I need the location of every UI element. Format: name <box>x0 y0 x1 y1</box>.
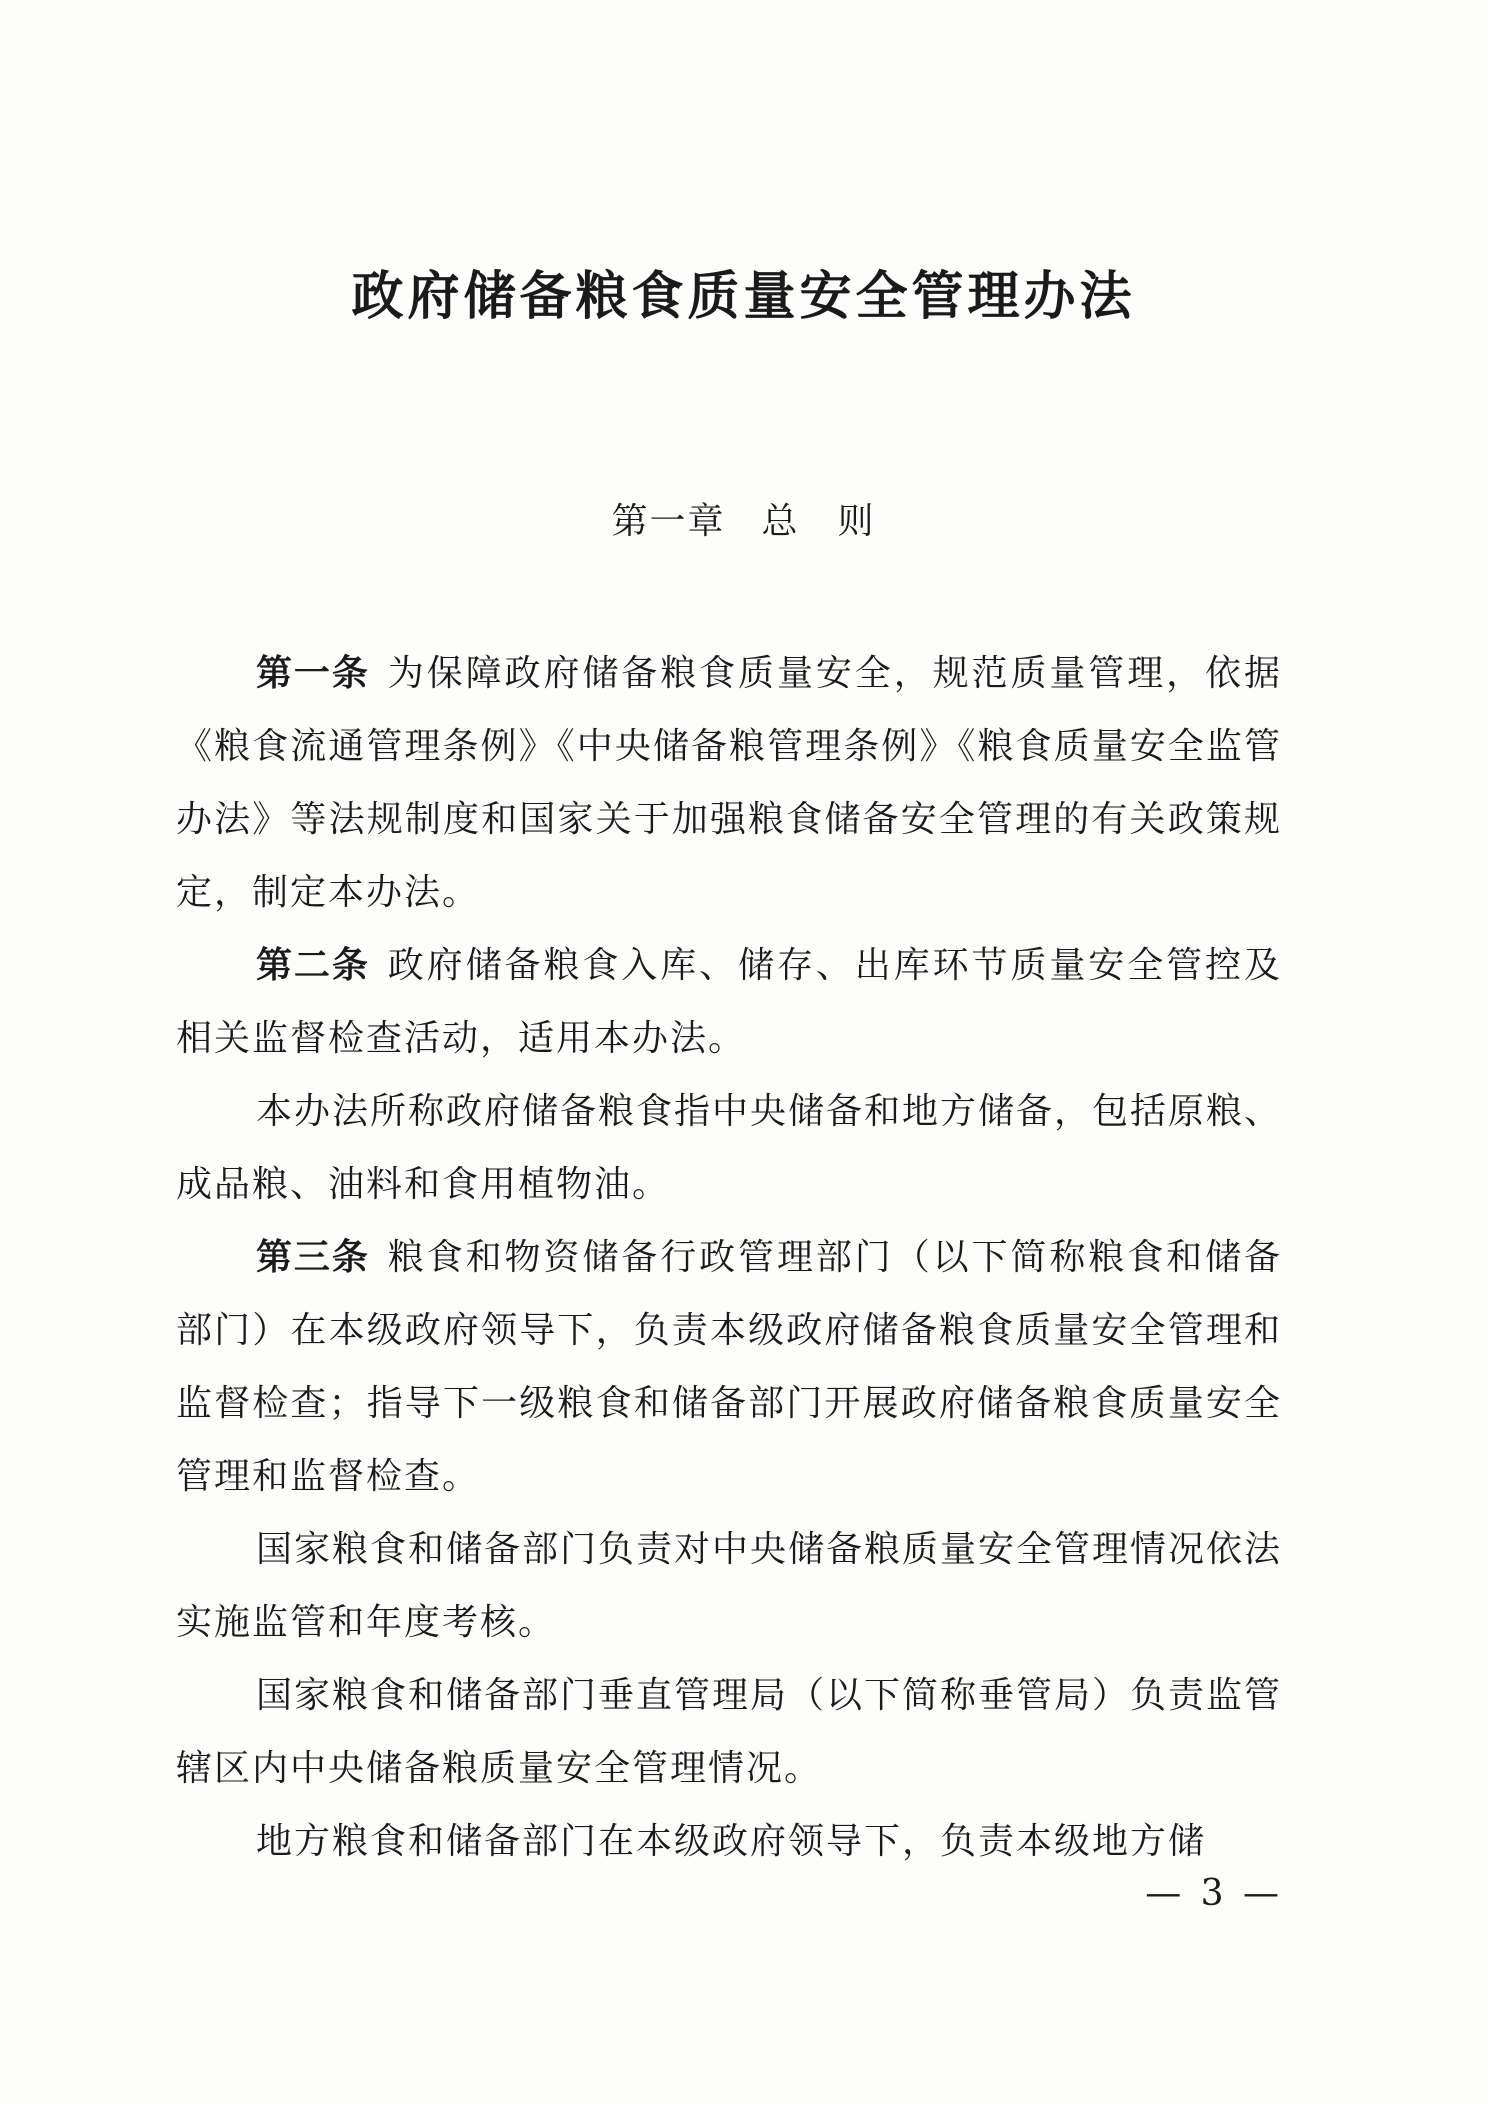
article-label: 第一条 <box>256 653 370 694</box>
page-number: — 3 — <box>1145 1873 1283 1914</box>
document-body <box>176 637 1282 1878</box>
article-paragraph <box>176 929 1282 1075</box>
article-paragraph <box>176 1221 1282 1513</box>
paragraph-text: 国家粮食和储备部门负责对中央储备粮质量安全管理情况依法实施监管和年度考核。 <box>176 1529 1283 1643</box>
body-paragraph <box>176 1513 1282 1659</box>
article-label: 第三条 <box>256 1237 370 1278</box>
article-label: 第二条 <box>256 945 370 986</box>
chapter-heading <box>0 495 1487 549</box>
body-paragraph <box>176 1075 1282 1221</box>
paragraph-text: 粮食和物资储备行政管理部门（以下简称粮食和储备部门）在本级政府领导下，负责本级政府储备粮食质量安全管理和监督检查；指导下一级粮食和储备部门开展政府储备粮食质量安全管理和监督检查。 <box>176 1237 1282 1497</box>
paragraph-text: 为保障政府储备粮食质量安全，规范质量管理，依据《粮食流通管理条例》《中央储备粮管理条例》《粮食质量安全监管办法》等法规制度和国家关于加强粮食储备安全管理的有关政策规定，制定本办法。 <box>176 653 1282 913</box>
paragraph-text: 地方粮食和储备部门在本级政府领导下，负责本级地方储 <box>256 1821 1207 1862</box>
paragraph-text: 国家粮食和储备部门垂直管理局（以下简称垂管局）负责监管辖区内中央储备粮质量安全管理情况。 <box>176 1675 1283 1789</box>
body-paragraph <box>176 1659 1282 1805</box>
paragraph-text: 本办法所称政府储备粮食指中央储备和地方储备，包括原粮、成品粮、油料和食用植物油。 <box>176 1091 1283 1205</box>
body-paragraph <box>176 1805 1282 1878</box>
document-title: 政府储备粮食质量安全管理办法 <box>351 266 1136 327</box>
chapter-name: 总 则 <box>761 501 876 542</box>
chapter-number: 第一章 <box>611 501 726 542</box>
paragraph-text: 政府储备粮食入库、储存、出库环节质量安全管控及相关监督检查活动，适用本办法。 <box>176 945 1282 1059</box>
article-paragraph <box>176 637 1282 929</box>
